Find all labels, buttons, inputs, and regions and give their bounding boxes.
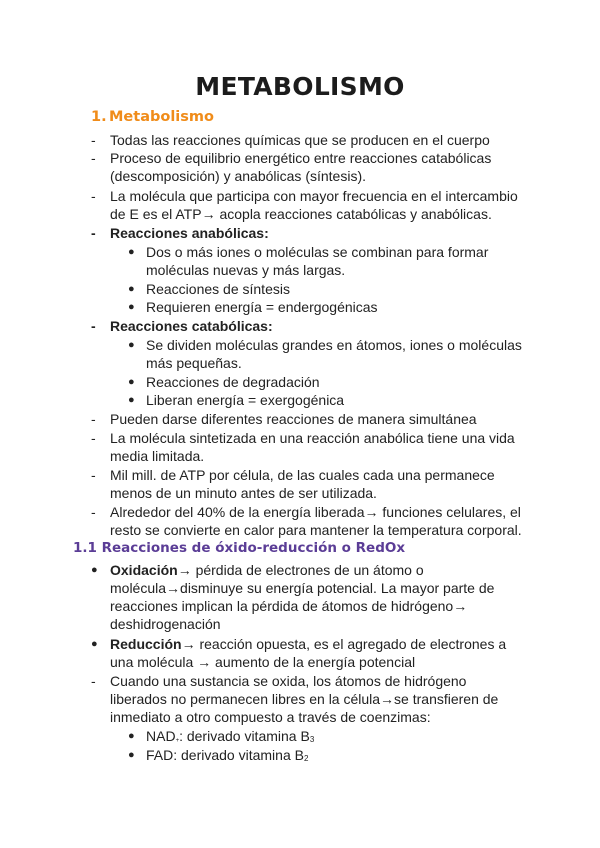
dash-marker: - [91, 150, 96, 166]
fad-name: FAD [146, 747, 174, 763]
bullet-marker: ● [128, 283, 135, 295]
list-item-continuation: deshidrogenación [110, 616, 221, 632]
list-item-continuation: menos de un minuto antes de ser utilizada. [110, 485, 377, 501]
list-item: La molécula sintetizada en una reacción anabólica tiene una vida [110, 430, 515, 446]
bullet-marker: ● [91, 564, 98, 576]
list-item: Dos o más iones o moléculas se combinan para formar [146, 244, 489, 260]
oxidation-term: Oxidación [110, 562, 178, 578]
list-item [110, 635, 506, 653]
bullet-marker: ● [91, 638, 98, 650]
section-1-heading [91, 109, 214, 125]
list-item-continuation: (descomposición) y anabólicas (síntesis). [110, 168, 366, 184]
list-item: Alrededor del 40% de la energía liberada→ funciones celulares, el [110, 504, 521, 520]
list-item-continuation: más pequeñas. [146, 355, 242, 371]
section-1-1-heading: 1.1 Reacciones de óxido-reducción o RedOx [73, 540, 406, 556]
list-item-continuation: resto se convierte en calor para mantener la temperatura corporal. [110, 522, 522, 538]
catabolic-heading: Reacciones catabólicas: [110, 318, 273, 334]
nad-name: NAD [146, 728, 176, 744]
list-item: Liberan energía = exergogénica [146, 392, 345, 408]
bullet-marker: ● [128, 301, 135, 313]
dash-marker: - [91, 430, 96, 446]
list-item: Proceso de equilibrio energético entre reacciones catabólicas [110, 150, 492, 166]
list-item: Todas las reacciones químicas que se producen en el cuerpo [110, 132, 490, 148]
list-item: Reacciones de degradación [146, 374, 320, 390]
list-item-continuation: media limitada. [110, 448, 205, 464]
bullet-marker: ● [128, 339, 135, 351]
section-1-number: 1. [91, 109, 107, 125]
reduction-term: Reducción [110, 636, 182, 652]
list-item-continuation: inmediato a otro compuesto a través de coenzimas: [110, 709, 431, 725]
list-item-continuation: una molécula → aumento de la energía potencial [110, 654, 416, 670]
reduction-text: → reacción opuesta, es el agregado de electrones a [181, 636, 507, 652]
bullet-marker: ● [128, 376, 135, 388]
list-item: Se dividen moléculas grandes en átomos, iones o moléculas [146, 337, 522, 353]
dash-marker: - [91, 467, 96, 483]
bullet-marker: ● [128, 394, 135, 406]
list-item-continuation: molécula→disminuye su energía potencial. La mayor parte de [110, 580, 495, 596]
list-item: Reacciones de síntesis [146, 281, 290, 297]
list-item: La molécula que participa con mayor frecuencia en el intercambio [110, 188, 518, 204]
section-1-title: Metabolismo [109, 109, 214, 125]
bullet-marker: ● [128, 749, 135, 761]
dash-marker: - [91, 188, 96, 204]
list-item: Mil mill. de ATP por célula, de las cuales cada una permanece [110, 467, 495, 483]
dash-marker: - [91, 225, 96, 241]
bullet-marker: ● [128, 730, 135, 742]
dash-marker: - [91, 504, 96, 520]
anabolic-heading: Reacciones anabólicas: [110, 225, 269, 241]
list-item-fad [146, 746, 308, 768]
nad-vitamin-subscript: 3 [309, 735, 315, 744]
bullet-marker: ● [128, 246, 135, 258]
nad-text: : derivado vitamina B [179, 728, 310, 744]
list-item: Pueden darse diferentes reacciones de manera simultánea [110, 411, 477, 427]
fad-text: : derivado vitamina B [173, 747, 304, 763]
dash-marker: - [91, 673, 96, 689]
page-title: METABOLISMO [195, 72, 405, 101]
list-item: Requieren energía = endergogénicas [146, 299, 378, 315]
list-item-continuation: moléculas nuevas y más largas. [146, 262, 346, 278]
dash-marker: - [91, 318, 96, 334]
list-item: Cuando una sustancia se oxida, los átomos de hidrógeno [110, 673, 467, 689]
oxidation-text: → pérdida de electrones de un átomo o [177, 562, 424, 578]
list-item-continuation: reacciones implican la pérdida de átomos de hidrógeno→ [110, 598, 468, 614]
list-item [110, 561, 424, 579]
dash-marker: - [91, 411, 96, 427]
nad-charge: + [175, 738, 180, 744]
fad-vitamin-subscript: 2 [303, 754, 309, 763]
dash-marker: - [91, 132, 96, 148]
list-item-continuation: liberados no permanecen libres en la célula→se transfieren de [110, 691, 499, 707]
list-item-continuation: de E es el ATP→ acopla reacciones catabólicas y anabólicas. [110, 206, 492, 222]
